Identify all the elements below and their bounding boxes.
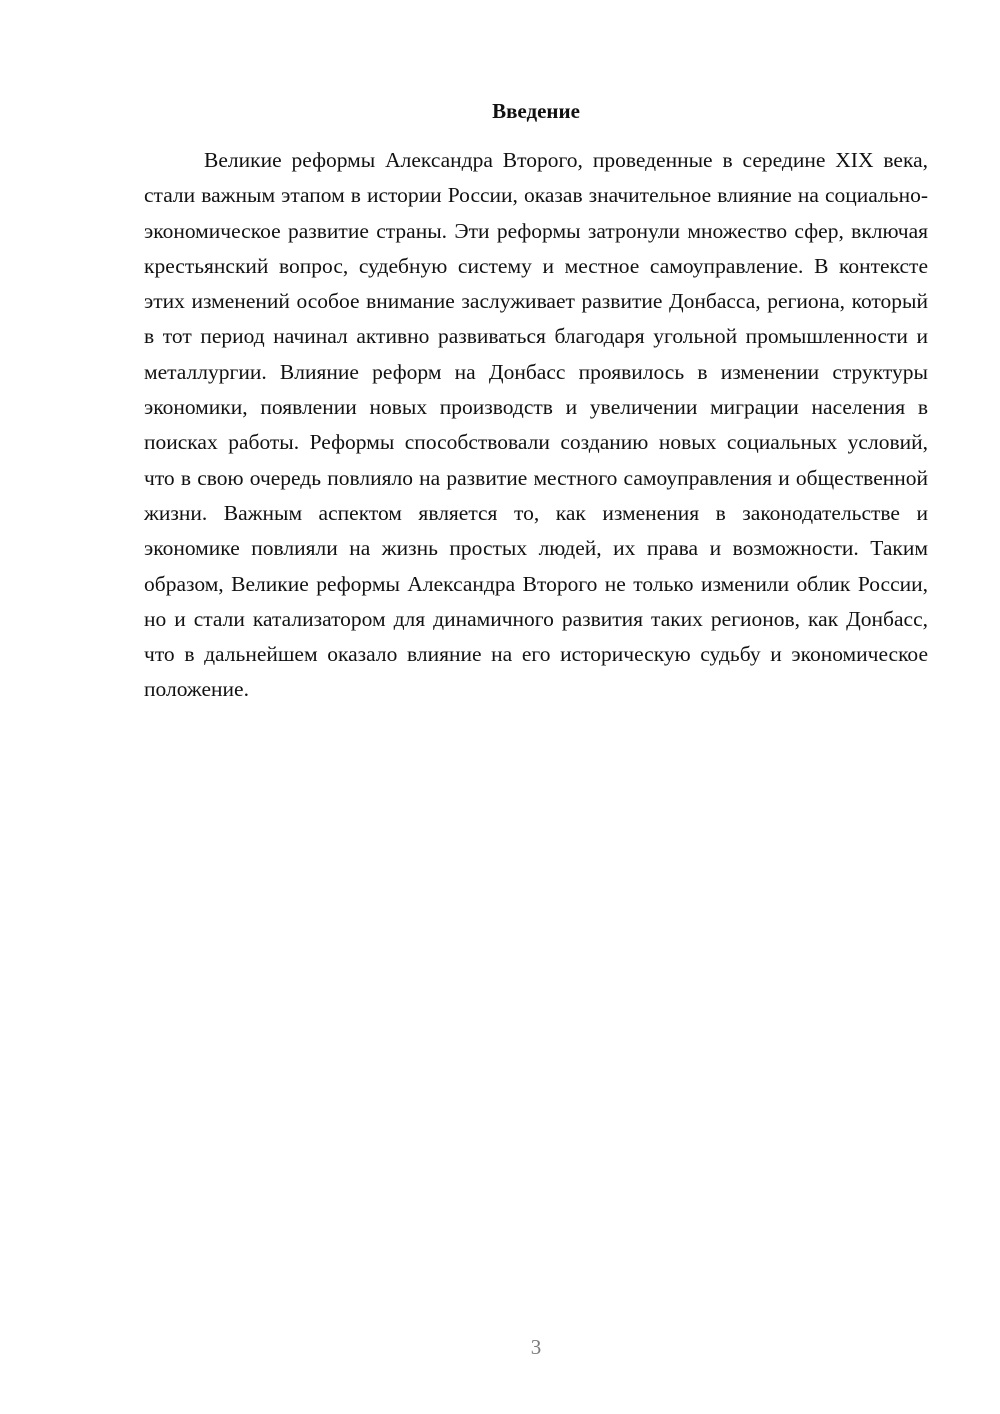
body-paragraph: Великие реформы Александра Второго, проведенные в середине XIX века, стали важным этапом в истории России, оказав значительное влияние на социально-экономическое развитие страны. Эти реформы затронули множество сфер, включая крестьянский вопрос, судебную систему и местное самоуправление. В контексте этих изменений особое внимание заслуживает развитие Донбасса, региона, который в тот период начинал активно развиваться благодаря угольной промышленности и металлургии. Влияние реформ на Донбасс проявилось в изменении структуры экономики, появлении новых производств и увеличении миграции населения в поисках работы. Реформы способствовали созданию новых социальных условий, что в свою очередь повлияло на развитие местного самоуправления и общественной жизни. Важным аспектом является то, как изменения в законодательстве и экономике повлияли на жизнь простых людей, их права и возможности. Таким образом, Великие реформы Александра Второго не только изменили облик России, но и стали катализатором для динамичного развития таких регионов, как Донбасс, что в дальнейшем оказало влияние на его историческую судьбу и экономическое положение. [144,148,928,702]
section-heading: Введение [492,99,580,123]
page-number: 3 [530,1335,542,1359]
